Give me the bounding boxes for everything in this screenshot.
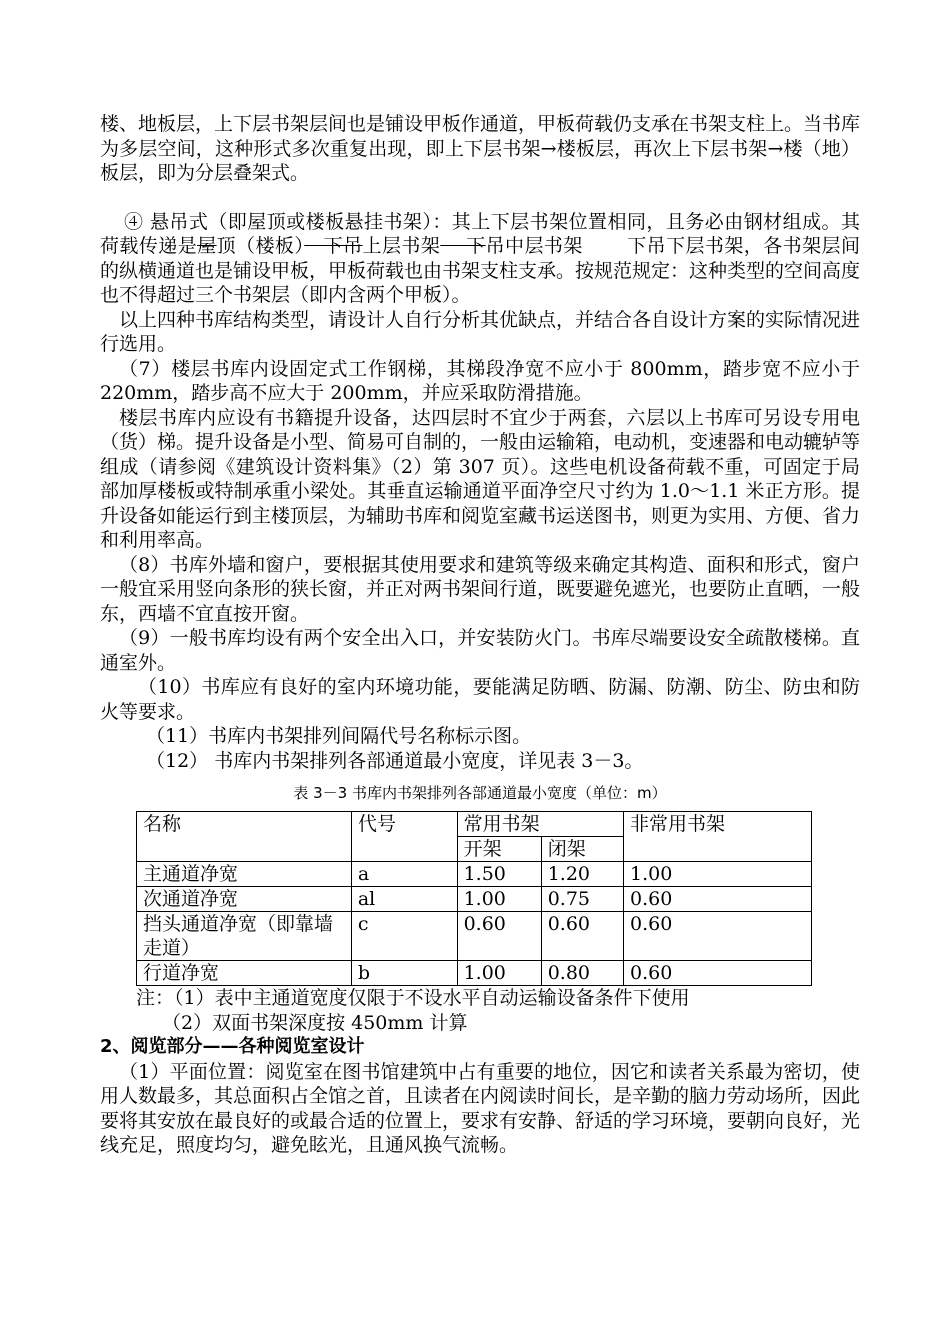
cell-code: a: [351, 862, 457, 887]
text-run: ④ 悬吊式（即屋顶或楼板悬挂书架）：其上下层书架位置相同，且务必由钢材组成。其荷载传递是: [100, 210, 860, 257]
table-row: [137, 862, 812, 887]
header-common-shelves: 常用书架: [457, 812, 623, 837]
table-caption: 表 3－3 书库内书架排列各部通道最小宽度（单位：m）: [293, 784, 667, 802]
section-heading: 2、阅览部分——各种阅览室设计: [100, 1036, 365, 1057]
paragraph-structure-summary: 以上四种书库结构类型，请设计人自行分析其优缺点，并结合各自设计方案的实际情况进行选用。: [100, 308, 861, 355]
paragraph-item-7: （7）楼层书库内设固定式工作钢梯，其梯段净宽不应小于 800mm，踏步宽不应小于 220mm，踏步高不应大于 200mm，并应采取防滑措施。: [100, 357, 860, 404]
cell-closed: 0.75: [541, 887, 623, 912]
cell-uncommon: 0.60: [624, 912, 812, 961]
header-code: 代号: [351, 812, 457, 862]
paragraph-layered-stacks: 楼、地板层，上下层书架层间也是铺设甲板作通道，甲板荷载仍支承在书架支柱上。当书库为多层空间，这种形式多次重复出现，即上下层书架→楼板层，再次上下层书架→楼（地）板层，即为分层叠架式。: [100, 113, 861, 184]
table-row: [137, 912, 812, 961]
text-run: 顶（楼板）: [216, 235, 305, 257]
struck-text: 屋: [197, 235, 217, 257]
paragraph-item-8: （8）书库外墙和窗户，要根据其使用要求和建筑等级来确定其构造、面积和形式，窗户一般宜采用竖向条形的狭长窗，并正对两书架间行道，既要避免遮光，也要防止直晒，一般东，西墙不宜直按开窗。: [100, 553, 861, 625]
cell-code: b: [351, 961, 457, 986]
aisle-width-table: [136, 811, 812, 986]
cell-code: al: [351, 887, 457, 912]
cell-open: 0.60: [457, 912, 541, 961]
cell-open: 1.50: [457, 862, 541, 887]
header-open: 开架: [457, 837, 541, 862]
table-note-1: 注：（1）表中主通道宽度仅限于不设水平自动运输设备条件下使用: [136, 987, 690, 1009]
cell-code: c: [351, 912, 457, 961]
blank-line: [100, 186, 860, 210]
table-note-2: （2）双面书架深度按 450mm 计算: [162, 1011, 468, 1034]
cell-closed: 0.80: [541, 961, 623, 986]
struck-text: 下: [440, 235, 486, 257]
header-name: 名称: [137, 812, 352, 862]
cell-closed: 0.60: [541, 912, 623, 961]
text-run: 吊中层书架: [485, 235, 583, 257]
cell-open: 1.00: [457, 961, 541, 986]
text-run: 上层书架: [362, 235, 441, 257]
document-page: [100, 112, 860, 1158]
header-uncommon-shelves: 非常用书架: [624, 812, 812, 862]
paragraph-item-12: （12） 书库内书架排列各部通道最小宽度，详见表 3－3。: [146, 749, 644, 772]
cell-closed: 1.20: [541, 862, 623, 887]
paragraph-suspended-type: [100, 210, 860, 308]
cell-open: 1.00: [457, 887, 541, 912]
cell-name: 主通道净宽: [137, 862, 352, 887]
paragraph-lift-equipment: 楼层书库内应设有书籍提升设备，达四层时不宜少于两套，六层以上书库可另设专用电（货）梯。提升设备是小型、简易可自制的，一般由运输箱，电动机，变速器和电动辘轳等组成（请参阅《建筑设计资料集》（2）第 307 页）。这些电机设备荷载不重，可固定于局部加厚楼板或特制承重小梁处。其垂直运输通道平面净空尺寸约为 1.0～1.1 米正方形。提升设备如能运行到主楼顶层，为辅助书库和阅览室藏书运送图书，则更为实用、方便、省力和利用率高。: [100, 406, 861, 551]
paragraph-item-10: （10）书库应有良好的室内环境功能，要能满足防晒、防漏、防潮、防尘、防虫和防火等要求。: [100, 676, 860, 723]
cell-uncommon: 0.60: [624, 887, 812, 912]
text-run: 下吊下层书架，各书架层间的纵横通道也是铺设甲板，甲板荷载也由书架支柱支承。按规范规定：这种类型的空间高度也不得超过三个书架层（即内含两个甲板）。: [100, 235, 861, 306]
header-closed: 闭架: [541, 837, 623, 862]
cell-name: 挡头通道净宽（即靠墙走道）: [137, 912, 352, 961]
cell-name: 次通道净宽: [137, 887, 352, 912]
cell-uncommon: 1.00: [624, 862, 812, 887]
cell-name: 行道净宽: [137, 961, 352, 986]
cell-uncommon: 0.60: [624, 961, 812, 986]
paragraph-item-9: （9）一般书库均设有两个安全出入口，并安装防火门。书库尽端要设安全疏散楼梯。直通室外。: [100, 627, 860, 674]
table-row: [137, 887, 812, 912]
table-row: [137, 961, 812, 986]
table-header-row: [137, 812, 812, 837]
struck-text: 下吊: [304, 235, 363, 257]
paragraph-item-11: （11）书库内书架排列间隔代号名称标示图。: [146, 725, 532, 747]
paragraph-reading-room: （1）平面位置：阅览室在图书馆建筑中占有重要的地位，因它和读者关系最为密切，使用人数最多，其总面积占全馆之首，且读者在内阅读时间长，是辛勤的脑力劳动场所，因此要将其安放在最良好的或最合适的位置上，要求有安静、舒适的学习环境，要朝向良好，光线充足，照度均匀，避免眩光，且通风换气流畅。: [100, 1060, 861, 1156]
